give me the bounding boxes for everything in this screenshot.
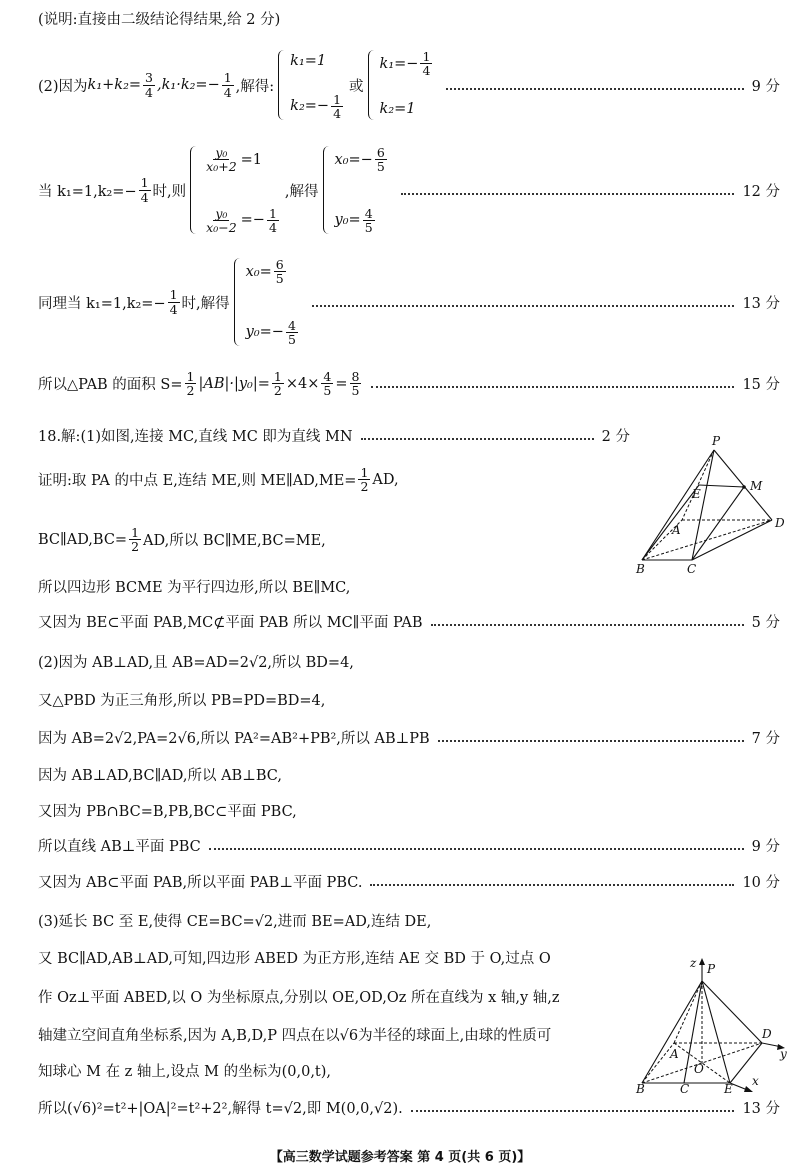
p18-line-18: 所以(√6)²=t²+|OA|²=t²+2²,解得 t=√2,即 M(0,0,√2). 13 分	[38, 1097, 780, 1118]
label-P: P	[712, 434, 721, 448]
dotted-leader	[438, 739, 744, 742]
dotted-leader	[401, 192, 735, 195]
p18-line-1: 18.解:(1)如图,连接 MC,直线 MC 即为直线 MN 2 分	[38, 425, 630, 446]
z-arrow-icon	[699, 958, 705, 965]
label-z: z	[690, 956, 697, 970]
pyramid-figure-1	[632, 432, 792, 577]
p18-line-8: 因为 AB=2√2,PA=2√6,所以 PA²=AB²+PB²,所以 AB⊥PB 7 分	[38, 727, 780, 748]
dotted-leader	[446, 87, 743, 90]
label-B: B	[636, 562, 645, 576]
pyramid-figure-2	[632, 955, 794, 1095]
edge-PD	[714, 450, 772, 520]
score-2: 2 分	[601, 429, 630, 445]
fraction-1-4: $\frac{1}{4}$	[223, 70, 232, 100]
brace-icon	[323, 146, 332, 234]
p17-l2-then: 时,则	[152, 183, 187, 200]
dotted-leader	[209, 847, 744, 850]
p17-l1-k1plus: k₁+k₂=	[87, 77, 142, 93]
p17-l4-pre: 所以△PAB 的面积 S=	[38, 377, 183, 394]
p18-line-6: (2)因为 AB⊥AD,且 AB=AD=2√2,所以 BD=4,	[38, 655, 354, 671]
system-5: x₀= $\frac{6}{5}$ y₀=− $\frac{4}{5}$	[234, 258, 300, 346]
p17-l2-pre: 当 k₁=1,k₂=−	[38, 183, 137, 200]
p17-l3-solve: 时,解得	[181, 295, 230, 312]
system-1-row-1: k₁=1	[290, 53, 327, 69]
dotted-leader	[411, 1109, 735, 1112]
note-text: (说明:直接由二级结论得结果,给 2 分)	[38, 12, 281, 28]
edge-PE	[702, 981, 730, 1083]
p18-line-15: 作 Oz⊥平面 ABED,以 O 为坐标原点,分别以 OE,OD,Oz 所在直线为 x 轴,y 轴,z	[38, 990, 560, 1006]
p17-l1-k1k2: ,k₁·k₂=−	[157, 77, 220, 93]
p18-line-4: 所以四边形 BCME 为平行四边形,所以 BE∥MC,	[38, 580, 351, 596]
label-M: M	[750, 479, 763, 493]
page-footer: 【高三数学试题参考答案 第 4 页(共 6 页)】	[269, 1150, 531, 1165]
label-A: A	[672, 523, 681, 537]
label-C: C	[680, 1082, 690, 1095]
p18-line-17: 知球心 M 在 z 轴上,设点 M 的坐标为(0,0,t),	[38, 1064, 332, 1080]
dotted-leader	[431, 623, 744, 626]
brace-icon	[190, 146, 199, 234]
edge-CD	[692, 520, 772, 560]
p18-line-12: 又因为 AB⊂平面 PAB,所以平面 PAB⊥平面 PBC. 10 分	[38, 871, 780, 892]
p17-line-3: 同理当 k₁=1,k₂=− $\frac{1}{4}$ 时,解得 x₀= $\frac{6}{5}$ y₀=− $\frac{4}{5}$ 13 分	[38, 257, 780, 347]
label-x: x	[752, 1074, 759, 1088]
label-A: A	[670, 1047, 679, 1061]
score-5: 5 分	[751, 615, 780, 631]
p18-line-10: 又因为 PB∩BC=B,PB,BC⊂平面 PBC,	[38, 804, 297, 820]
p17-l3-pre: 同理当 k₁=1,k₂=−	[38, 295, 166, 312]
dotted-leader	[371, 385, 734, 388]
score-15: 15 分	[742, 377, 780, 394]
score-13: 13 分	[742, 295, 780, 312]
p17-l1-or: 或	[349, 78, 364, 95]
p18-line-3: BC∥AD,BC= $\frac{1}{2}$ AD,所以 BC∥ME,BC=ME,	[38, 525, 326, 555]
score-13b: 13 分	[742, 1101, 780, 1117]
p17-line-1	[38, 50, 780, 120]
p18-line-13: (3)延长 BC 至 E,使得 CE=BC=√2,进而 BE=AD,连结 DE,	[38, 914, 432, 930]
fraction-3-4: $\frac{3}{4}$	[145, 70, 153, 100]
p18-line-2: 证明:取 PA 的中点 E,连结 ME,则 ME∥AD,ME= $\frac{1}{2}$ AD,	[38, 465, 399, 495]
dotted-leader	[370, 883, 734, 886]
label-B: B	[636, 1082, 645, 1095]
score-10: 10 分	[742, 875, 780, 891]
score-7: 7 分	[751, 731, 780, 747]
score-12: 12 分	[742, 183, 780, 200]
system-1	[278, 50, 345, 120]
p17-l1-solve: ,解得:	[235, 78, 275, 95]
label-P: P	[707, 962, 716, 976]
brace-icon	[368, 50, 377, 120]
p17-l4-mid: |AB|·|y₀|=	[198, 375, 270, 392]
p18-line-5: 又因为 BE⊂平面 PAB,MC⊄平面 PAB 所以 MC∥平面 PAB 5 分	[38, 611, 780, 632]
system-2	[368, 50, 435, 120]
system-4: x₀=− $\frac{6}{5}$ y₀= $\frac{4}{5}$	[323, 146, 389, 234]
label-D: D	[775, 516, 785, 530]
system-2-row-2: k₂=1	[379, 101, 416, 117]
edge-EM	[699, 485, 744, 487]
system-1-row-2: k₂=− $\frac{1}{4}$	[290, 91, 342, 121]
p18-line-11: 所以直线 AB⊥平面 PBC 9 分	[38, 835, 780, 856]
label-C: C	[687, 562, 697, 576]
note-line	[38, 8, 780, 29]
label-E: E	[692, 487, 701, 501]
p17-line-2: 当 k₁=1,k₂=− $\frac{1}{4}$ 时,则 $\frac{\text{y₀}}{\text{x₀+2}}$ =1 $\frac{\text{y₀}}{\text{x₀−2}}$ =− $\frac{1}{4}$ ,解得 x₀=− $\frac{6}{5}$ y₀= $\frac{4}{5}$ 12 分	[38, 145, 780, 235]
point-M	[742, 485, 746, 489]
p18-line-7: 又△PBD 为正三角形,所以 PB=PD=BD=4,	[38, 693, 326, 709]
label-y: y	[780, 1047, 787, 1061]
p17-l2-solve: ,解得	[284, 183, 319, 200]
edge-PA-hidden	[674, 981, 702, 1043]
brace-icon	[278, 50, 287, 120]
dotted-leader	[312, 304, 735, 307]
p17-line-4: 所以△PAB 的面积 S= $\frac{1}{2}$ |AB|·|y₀|= $\frac{1}{2}$ ×4× $\frac{4}{5}$ = $\frac{8}{5}$ 15 分	[38, 369, 780, 399]
label-E: E	[724, 1082, 733, 1095]
dotted-leader	[361, 437, 594, 440]
p18-line-14: 又 BC∥AD,AB⊥AD,可知,四边形 ABED 为正方形,连结 AE 交 BD 于 O,过点 O	[38, 951, 551, 967]
edge-BE	[642, 485, 699, 560]
label-D: D	[762, 1027, 772, 1041]
system-2-row-1: k₁=− $\frac{1}{4}$	[379, 49, 431, 79]
brace-icon	[234, 258, 243, 346]
p18-line-16: 轴建立空间直角坐标系,因为 A,B,D,P 四点在以√6为半径的球面上,由球的性质可	[38, 1028, 552, 1044]
p18-line-9: 因为 AB⊥AD,BC∥AD,所以 AB⊥BC,	[38, 768, 282, 784]
label-O: O	[694, 1062, 704, 1076]
score-9: 9 分	[751, 78, 780, 95]
score-9b: 9 分	[751, 839, 780, 855]
p17-l1-pre: (2)因为	[38, 78, 88, 95]
system-3: $\frac{\text{y₀}}{\text{x₀+2}}$ =1 $\frac{\text{y₀}}{\text{x₀−2}}$ =− $\frac{1}{4}$	[190, 146, 281, 234]
